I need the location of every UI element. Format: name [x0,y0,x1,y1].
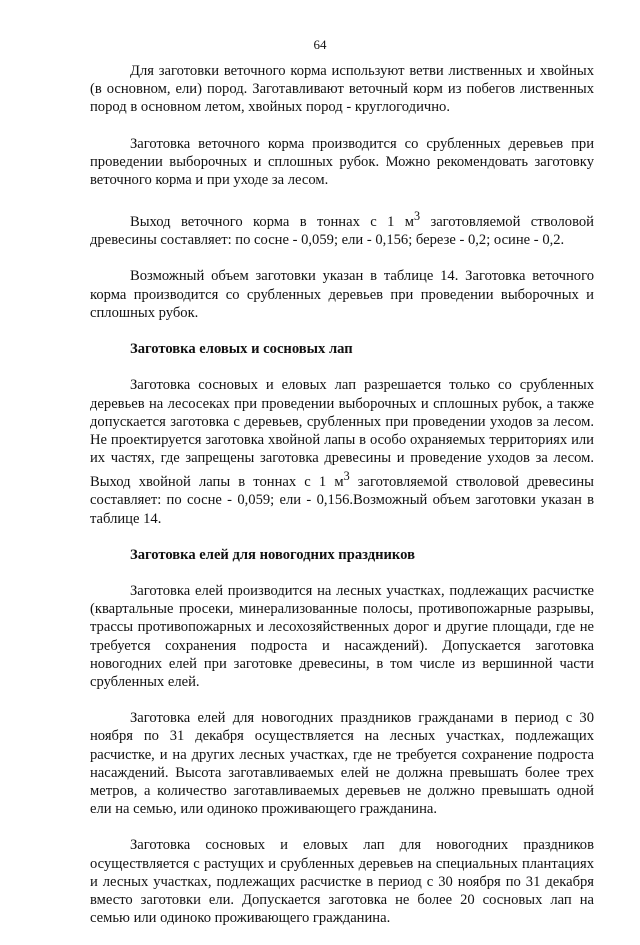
paragraph-browse-feed-volume: Возможный объем заготовки указан в таблице 14. Заготовка веточного корма производится со срубленных деревьев при проведении выборочных и сплошных рубок. [90,268,594,321]
branch-text-start: Заготовка сосновых и еловых лап разрешается только со срубленных деревьев на лесосеках при проведении выборочных и сплошных рубок, а также допускается заготовка с деревьев, срубленных при проведении уходов за лесом. Не проектируется заготовка хвойной лапы в особо охраняемых территориях или их частях, где запрещены заготовка древесины и проведение уходов за лесом. Выход хвойной лапы в тоннах с 1 м [90,377,594,491]
paragraph-spruce-harvesting-citizens: Заготовка елей для новогодних праздников гражданами в период с 30 ноября по 31 декабря осуществляется на лесных участках, подлежащих расчистке, и на других лесных участках, где не требуется сохранение подроста насаждений. Высота заготавливаемых елей не должна превышать более трех метров, а количество заготавливаемых деревьев не должно превышать одной ели на семью, или одиноко проживающего гражданина. [90,710,594,818]
page-body [90,62,594,945]
paragraph-browse-feed-harvesting: Заготовка веточного корма производится со срубленных деревьев при проведении выборочных и сплошных рубок. Можно рекомендовать заготовку веточного корма и при уходе за лесом. [90,135,594,189]
paragraph-spruce-harvesting-sites: Заготовка елей производится на лесных участках, подлежащих расчистке (квартальные просеки, минерализованные полосы, противопожарные разрывы, трассы противопожарных и лесохозяйственных дорог и другие площади, где не требуется сохранения подроста и насаждений). Допускается заготовка новогодних елей при заготовке древесины, в том числе из вершинной части срубленных елей. [90,582,594,690]
heading-new-year-spruces: Заготовка елей для новогодних праздников [130,546,415,563]
branch-text-end: заготовляемой стволовой древесины составляет: по сосне - 0,059; ели - 0,156.Возможный объем заготовки указан в таблице 14. [90,474,594,527]
heading-spruce-pine-branches: Заготовка еловых и сосновых лап [130,341,353,358]
paragraph-new-year-branches: Заготовка сосновых и еловых лап для новогодних праздников осуществляется с растущих и срубленных деревьев на специальных плантациях и лесных участках, подлежащих расчистке в период с 30 ноября по 31 декабря вместо заготовки ели. Допускается заготовка не более 20 сосновых лап на семью или одиноко проживающего гражданина. [90,837,594,927]
paragraph-browse-feed-yield [90,207,594,249]
page-number: 64 [313,37,327,52]
yield-text-start: Выход веточного корма в тоннах с 1 м [130,214,414,231]
cubic-superscript: 3 [343,469,350,484]
paragraph-browse-feed-sources: Для заготовки веточного корма используют ветви лиственных и хвойных (в основном, ели) пород. Заготавливают веточный корм из побегов лиственных пород в основном летом, хвойных пород - круглогодично. [90,63,594,116]
cubic-superscript: 3 [414,209,421,224]
paragraph-branch-harvesting-rules [90,376,594,527]
yield-text-end: заготовляемой стволовой древесины составляет: по сосне - 0,059; ели - 0,156; березе - 0,2; осине - 0,2. [90,214,594,249]
